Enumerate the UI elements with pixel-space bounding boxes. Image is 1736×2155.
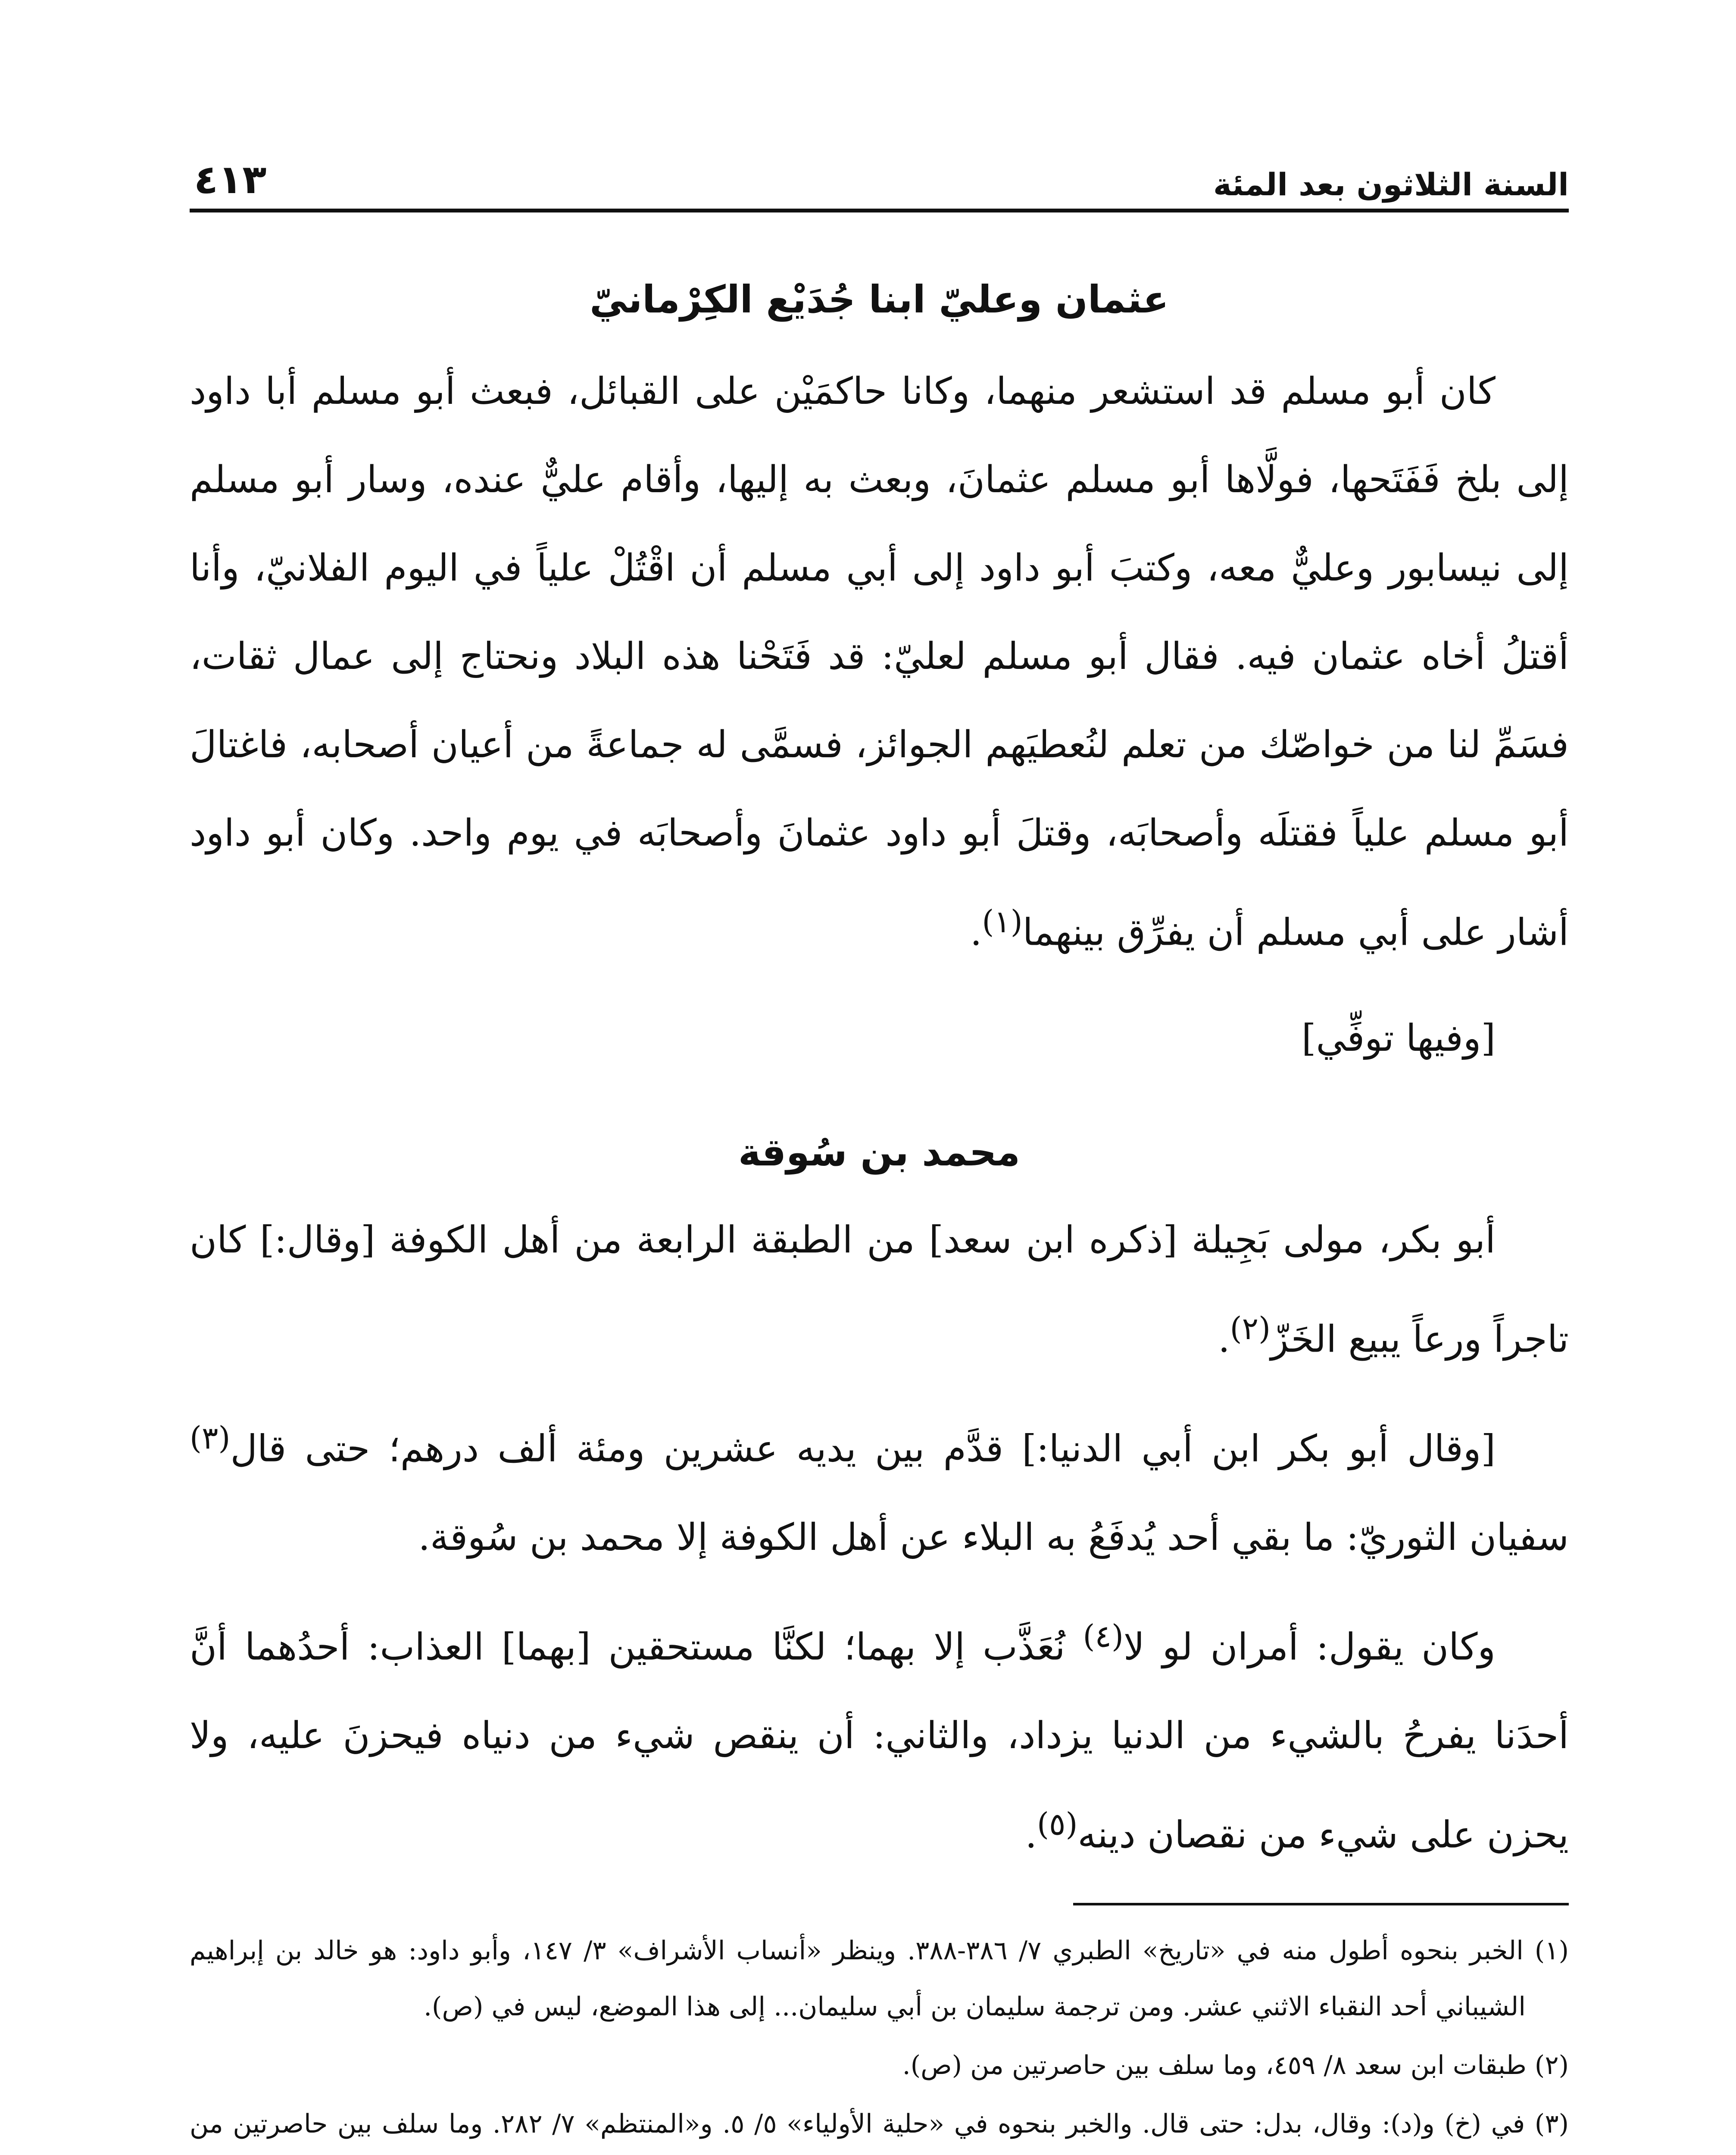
paragraph-text: [وقال أبو بكر ابن أبي الدنيا:] قدَّم بين يديه عشرين ومئة ألف درهم؛ حتى قال <box>230 1427 1496 1471</box>
footnote-ref-5: (٥) <box>1037 1805 1078 1842</box>
footnote-2: (٢) طبقات ابن سعد ٨/ ٤٥٩، وما سلف بين حاصرتين من (ص). <box>902 2050 1569 2081</box>
page-number: ٤١٣ <box>194 156 267 203</box>
section-paragraph <box>190 347 1569 977</box>
paragraph-text: أبو بكر، مولى بَجِيلة [ذكره ابن سعد] من الطبقة الرابعة من أهل الكوفة [وقال:] كان تاجراً ورعاً يبيع الخَزّ <box>190 1218 1569 1361</box>
running-header <box>190 129 1569 212</box>
bio-paragraph-3 <box>190 1592 1569 1879</box>
footnote-divider <box>1073 1903 1569 1905</box>
paragraph-end: . <box>1218 1318 1230 1361</box>
deaths-subheading: [وفيها توفِّي] <box>1301 1016 1496 1060</box>
footnote-3: (٣) في (خ) و(د): وقال، بدل: حتى قال. والخبر بنحوه في «حلية الأولياء» ٥/ ٥. و«المنتظم» ٧/ ٢٨٢. وما سلف بين حاصرتين من <box>190 2109 1569 2139</box>
section-heading-muhammad-ibn-suqa: محمد بن سُوقة <box>738 1130 1020 1174</box>
book-page <box>190 129 1569 2155</box>
footnote-1: (١) الخبر بنحوه أطول منه في «تاريخ» الطبري ٧/ ٣٨٦-٣٨٨. وينظر «أنساب الأشراف» ٣/ ١٤٧، وأبو داود: هو خالد بن إبراهيم الشيباني أحد النقباء الاثني عشر. ومن ترجمة سليمان بن أبي سليمان... إلى هذا الموضع، ليس في (ص). <box>190 1936 1569 2022</box>
footnote-ref-2: (٢) <box>1230 1310 1271 1346</box>
paragraph-end: . <box>1025 1813 1037 1857</box>
footnotes <box>190 1923 1569 2155</box>
bio-paragraph-2 <box>190 1394 1569 1582</box>
footnote-ref-4: (٤) <box>1083 1618 1124 1654</box>
bio-paragraph-1 <box>190 1196 1569 1384</box>
paragraph-text: سفيان الثوريّ: ما بقي أحد يُدفَعُ به البلاء عن أهل الكوفة إلا محمد بن سُوقة. <box>418 1515 1569 1559</box>
paragraph-text: كان أبو مسلم قد استشعر منهما، وكانا حاكمَيْن على القبائل، فبعث أبو مسلم أبا داود إلى بلخ فَفَتَحها، فولَّاها أبو مسلم عثمانَ، وبعث به إليها، وأقام عليٌّ عنده، وسار أبو مسلم إلى نيسابور وعليٌّ معه، وكتبَ أبو داود إلى أبي مسلم أن اقْتُلْ علياً في اليوم الفلانيّ، وأنا أقتلُ أخاه عثمان فيه. فقال أبو مسلم لعليّ: قد فَتَحْنا هذه البلاد ونحتاج إلى عمال ثقات، فسَمِّ لنا من خواصّك من تعلم لنُعطيَهم الجوائز، فسمَّى له جماعةً من أعيان أصحابه، فاغتالَ أبو مسلم علياً فقتلَه وأصحابَه، وقتلَ أبو داود عثمانَ وأصحابَه في يوم واحد. وكان أبو داود أشار على أبي مسلم أن يفرِّق بينهما <box>190 370 1569 954</box>
running-title: السنة الثلاثون بعد المئة <box>1213 166 1569 203</box>
paragraph-text: وكان يقول: أمران لو لا <box>1123 1625 1496 1669</box>
paragraph-end: . <box>970 911 982 954</box>
footnote-ref-1: (١) <box>982 903 1023 940</box>
section-heading-uthman-ali: عثمان وعليّ ابنا جُدَيْع الكِرْمانيّ <box>590 277 1169 322</box>
paragraph-text: نُعَذَّب إلا بهما؛ لكنَّا مستحقين [بهما] العذاب: أحدُهما أنَّ أحدَنا يفرحُ بالشيء من الدنيا يزداد، والثاني: أن ينقص شيء من دنياه فيحزنَ عليه، ولا يحزن على شيء من نقصان دينه <box>190 1625 1569 1857</box>
footnote-ref-3: (٣) <box>190 1420 231 1456</box>
